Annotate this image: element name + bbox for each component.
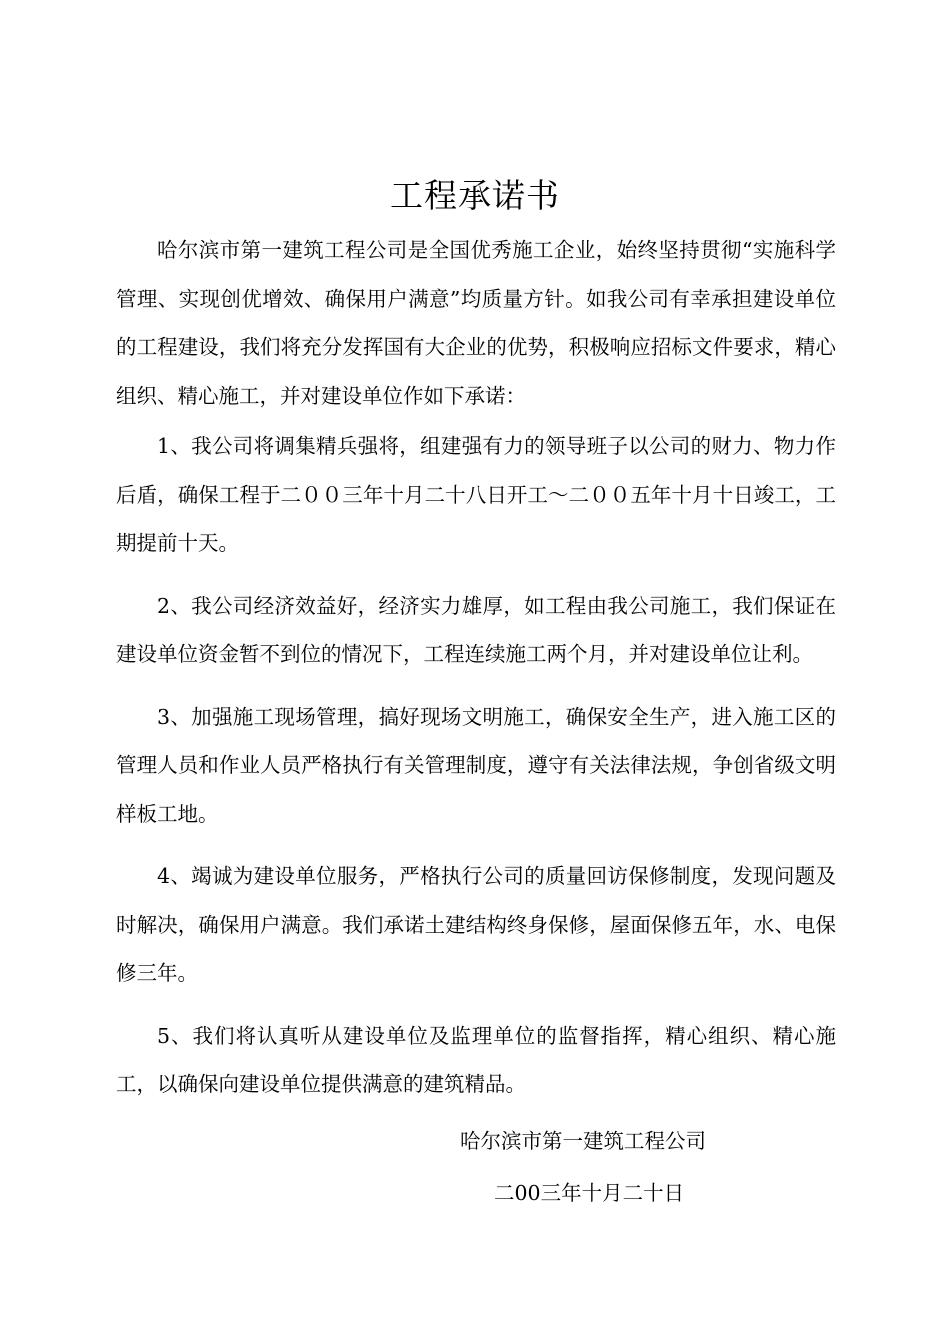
document-title: 工程承诺书	[390, 176, 560, 215]
commitment-3: 3、加强施工现场管理，搞好现场文明施工，确保安全生产，进入施工区的管理人员和作业人员严格执行有关管理制度，遵守有关法律法规，争创省级文明样板工地。	[116, 704, 836, 826]
signature-date: 二00三年十月二十日	[494, 1181, 685, 1205]
commitment-4: 4、竭诚为建设单位服务，严格执行公司的质量回访保修制度，发现问题及时解决，确保用户满意。我们承诺土建结构终身保修，屋面保修五年，水、电保修三年。	[116, 864, 836, 985]
commitment-5: 5、我们将认真听从建设单位及监理单位的监督指挥，精心组织、精心施工，以确保向建设单位提供满意的建筑精品。	[116, 1023, 836, 1096]
document-body	[116, 226, 836, 1123]
intro-paragraph: 哈尔滨市第一建筑工程公司是全国优秀施工企业，始终坚持贯彻“实施科学管理、实现创优增效、确保用户满意”均质量方针。如我公司有幸承担建设单位的工程建设，我们将充分发挥国有大企业的优势，积极响应招标文件要求，精心组织、精心施工，并对建设单位作如下承诺：	[116, 238, 836, 408]
signature-company: 哈尔滨市第一建筑工程公司	[460, 1129, 706, 1153]
commitment-2: 2、我公司经济效益好，经济实力雄厚，如工程由我公司施工，我们保证在建设单位资金暂不到位的情况下，工程连续施工两个月，并对建设单位让利。	[116, 593, 836, 666]
commitment-1: 1、我公司将调集精兵强将，组建强有力的领导班子以公司的财力、物力作后盾，确保工程于二００三年十月二十八日开工～二００五年十月十日竣工，工期提前十天。	[116, 434, 836, 555]
